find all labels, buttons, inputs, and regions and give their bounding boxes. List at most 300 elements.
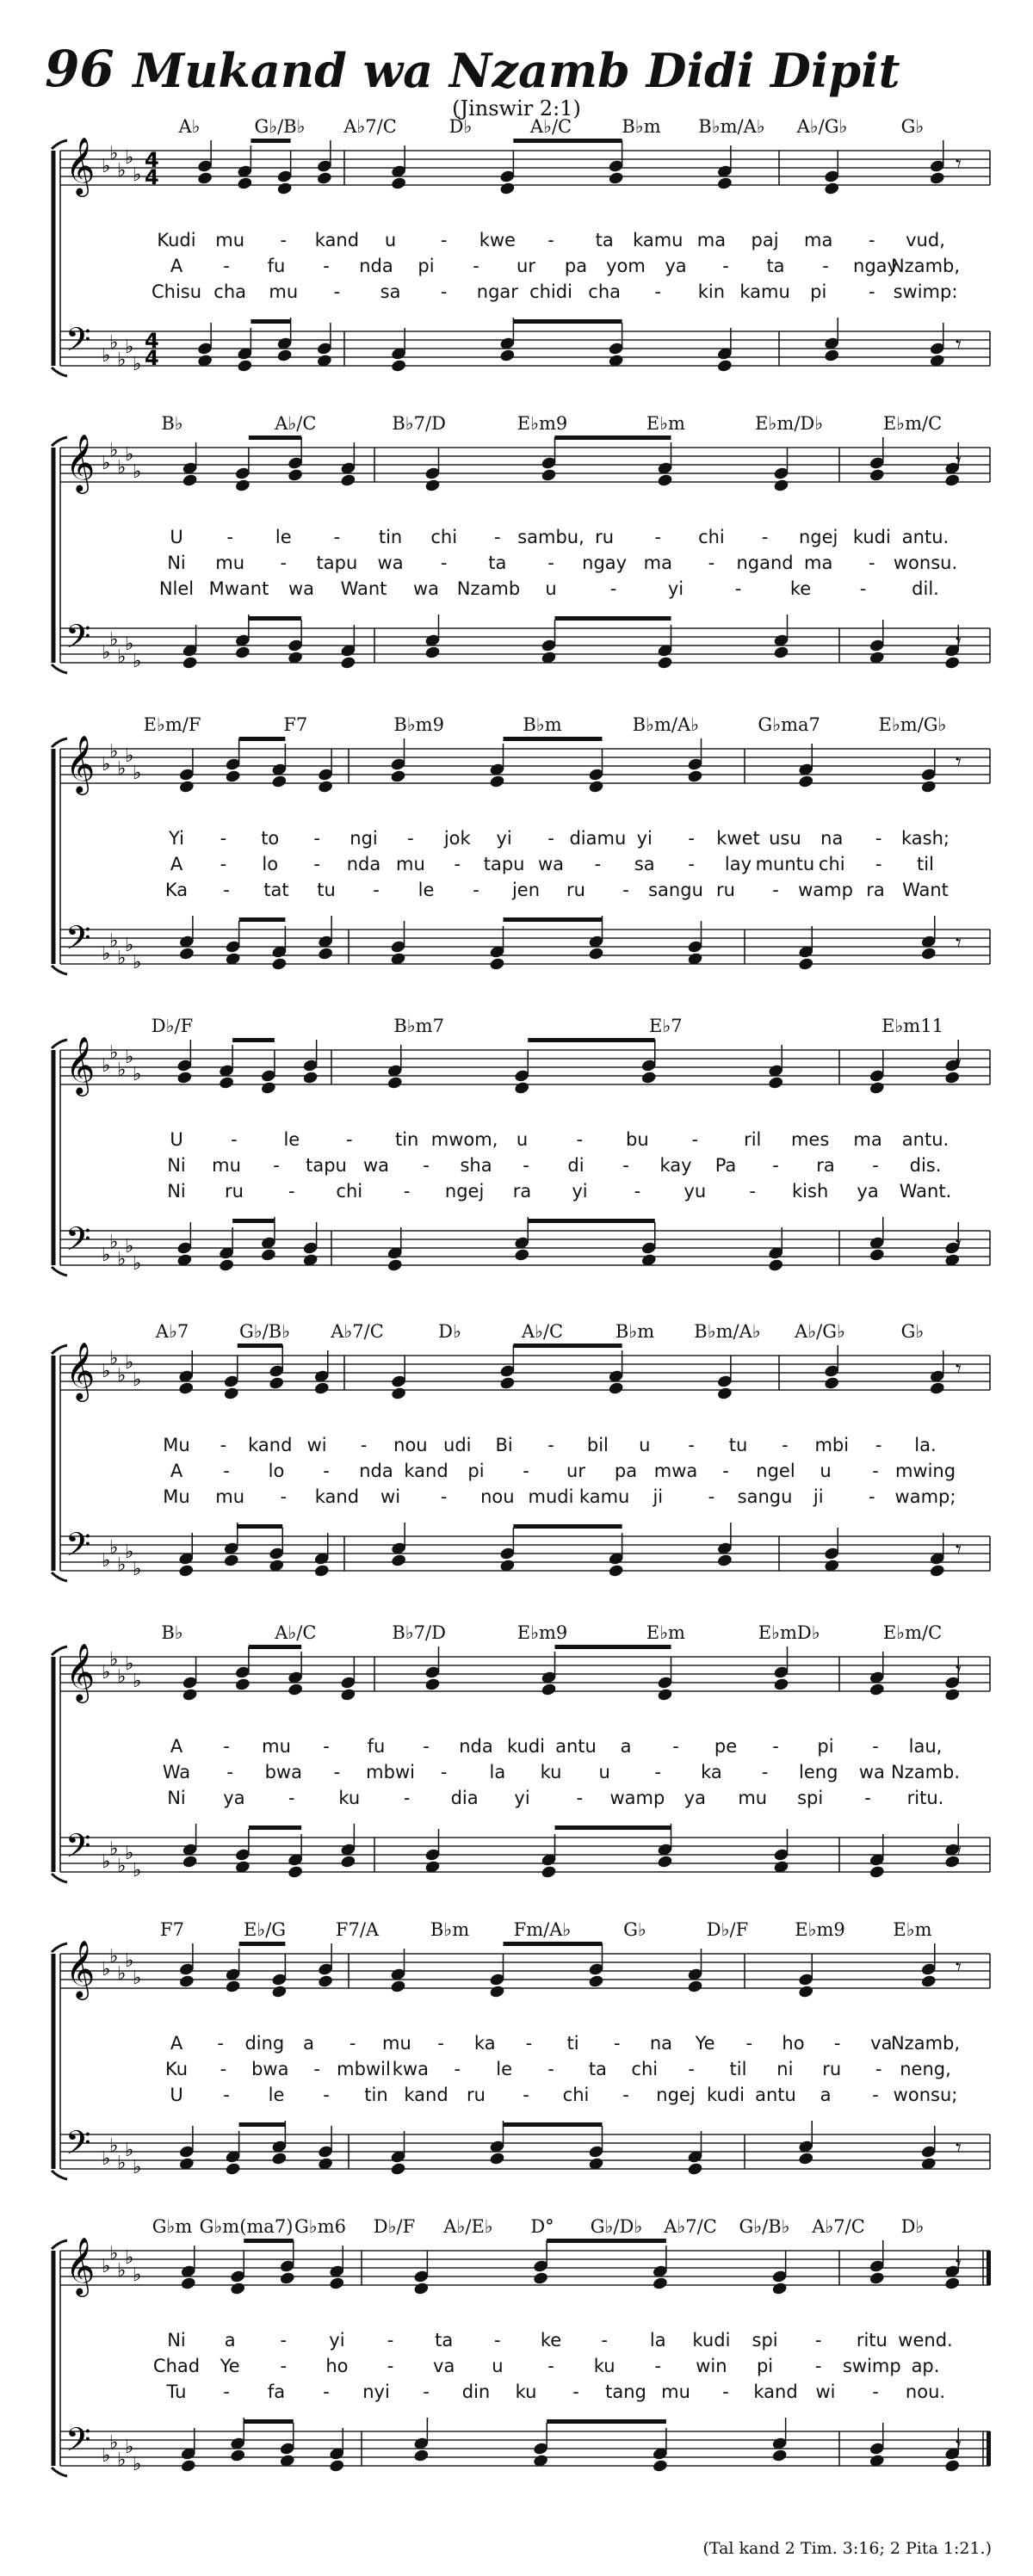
lyric-syllable: neng,	[900, 2059, 951, 2079]
lyric-syllable: dil.	[912, 578, 939, 599]
lyric-syllable: -	[440, 230, 448, 250]
lyric-syllable: -	[572, 2381, 579, 2402]
lyric-syllable: chi	[698, 527, 725, 547]
lyric-syllable: u	[820, 1461, 832, 1481]
flat-icon: ♭	[125, 633, 134, 655]
music-system-8	[0, 2216, 1033, 2509]
flat-icon: ♭	[102, 156, 111, 177]
lyric-syllable: ma	[696, 230, 727, 250]
chord-symbol: G♭m	[152, 2216, 193, 2237]
lyric-syllable: -	[872, 2381, 879, 2402]
lyric-syllable: kand	[404, 1461, 448, 1481]
eighth-rest-icon: 𝄾	[956, 1838, 962, 1864]
lyric-syllable: Ni	[167, 2330, 186, 2351]
lyric-syllable: din	[461, 2381, 491, 2402]
music-system-7	[0, 1919, 1033, 2212]
lyric-syllable: tat	[263, 880, 289, 900]
time-signature: 4	[145, 329, 159, 353]
lyric-syllable: Mu	[163, 1486, 190, 1507]
lyric-syllable: pe	[714, 1736, 738, 1757]
chord-symbol: Fm/A♭	[513, 1919, 572, 1940]
lyric-syllable: wi	[380, 1486, 401, 1507]
flat-icon: ♭	[125, 2247, 134, 2269]
lyric-syllable: -	[708, 553, 715, 573]
lyric-syllable: ril	[744, 1129, 762, 1150]
treble-staff	[60, 749, 990, 783]
flat-icon: ♭	[117, 160, 127, 182]
eighth-rest-icon: 𝄾	[956, 930, 962, 956]
treble-clef-icon: 𝄞	[65, 1642, 96, 1701]
lyric-syllable: kand	[248, 1435, 293, 1455]
music-system-1	[0, 116, 1033, 409]
staff-drawing	[0, 413, 1033, 706]
eighth-rest-icon: 𝄾	[956, 629, 962, 655]
treble-staff	[60, 1657, 990, 1691]
eighth-rest-icon: 𝄾	[956, 151, 962, 177]
chord-symbol: A♭7/C	[343, 116, 397, 137]
lyric-syllable: kay	[659, 1155, 692, 1176]
lyric-syllable: ra	[866, 880, 885, 900]
lyric-syllable: chi	[631, 2059, 659, 2079]
flat-icon: ♭	[125, 1352, 134, 1374]
lyric-syllable: la.	[914, 1435, 937, 1455]
lyric-syllable: chi	[430, 527, 458, 547]
flat-icon: ♭	[133, 1064, 142, 1085]
lyric-syllable: mu	[212, 1155, 241, 1176]
chord-symbol: E♭m	[646, 1622, 685, 1643]
lyric-syllable: lay	[724, 854, 752, 874]
lyric-syllable: di	[567, 1155, 585, 1176]
flat-icon: ♭	[109, 1946, 119, 1968]
chord-symbol: E♭m/F	[143, 714, 201, 735]
chord-symbol: E♭m9	[516, 1622, 568, 1643]
chord-symbol: D♭/F	[373, 2216, 416, 2237]
chord-symbol: E♭m/C	[882, 1622, 943, 1643]
chord-symbol: A♭	[178, 116, 201, 137]
treble-clef-icon: 𝄞	[65, 2236, 96, 2295]
lyric-syllable: -	[691, 1129, 699, 1150]
flat-icon: ♭	[133, 1559, 142, 1580]
music-system-6	[0, 1622, 1033, 1915]
lyric-syllable: ding	[244, 2033, 285, 2054]
flat-icon: ♭	[117, 646, 127, 668]
flat-icon: ♭	[117, 1666, 127, 1688]
lyric-syllable: ngej	[799, 527, 838, 547]
lyric-syllable: cha	[588, 281, 622, 302]
flat-icon: ♭	[102, 2445, 111, 2467]
lyric-syllable: Ye	[695, 2033, 715, 2054]
lyric-syllable: na	[649, 2033, 673, 2054]
lyric-syllable: kand	[753, 2381, 798, 2402]
lyric-syllable: ru	[822, 2059, 842, 2079]
lyric-syllable: -	[594, 854, 602, 874]
flat-icon: ♭	[117, 1963, 127, 1985]
lyric-syllable: nou	[480, 1486, 515, 1507]
lyric-syllable: Ka	[164, 880, 189, 900]
lyric-syllable: yu	[684, 1181, 707, 1202]
lyric-syllable: vud,	[906, 230, 945, 250]
lyric-syllable: chi	[336, 1181, 363, 1202]
lyric-syllable: ka	[473, 2033, 496, 2054]
flat-icon: ♭	[109, 2243, 119, 2264]
lyric-syllable: -	[223, 880, 230, 900]
flat-icon: ♭	[102, 642, 111, 664]
lyric-syllable: na	[820, 828, 844, 849]
lyric-syllable: wonsu;	[893, 2085, 958, 2105]
lyric-syllable: kudi	[707, 2085, 745, 2105]
treble-clef-icon: 𝄞	[65, 1341, 96, 1399]
lyric-syllable: -	[360, 1435, 368, 1455]
lyric-syllable: -	[869, 281, 875, 302]
lyric-syllable: yi	[667, 578, 684, 599]
flat-icon: ♭	[133, 1253, 142, 1275]
flat-icon: ♭	[133, 1968, 142, 1989]
flat-icon: ♭	[109, 629, 119, 651]
lyric-syllable: wa	[362, 1155, 390, 1176]
lyric-syllable: -	[722, 256, 729, 276]
lyric-syllable: muntu	[755, 854, 815, 874]
lyric-syllable: -	[523, 2085, 529, 2105]
lyric-syllable: wend.	[898, 2330, 953, 2351]
lyric-syllable: u	[516, 1129, 529, 1150]
bass-staff	[60, 930, 990, 964]
lyric-syllable: pi	[810, 281, 827, 302]
flat-icon: ♭	[133, 2454, 142, 2475]
lyric-syllable: -	[220, 2059, 227, 2079]
lyric-syllable: Ni	[167, 553, 186, 573]
music-system-5	[0, 1321, 1033, 1614]
chord-symbol: G♭ma7	[758, 714, 820, 735]
lyric-syllable: le	[268, 2085, 285, 2105]
lyric-syllable: -	[688, 828, 695, 849]
flat-icon: ♭	[125, 1843, 134, 1864]
lyric-syllable: Chisu	[151, 281, 202, 302]
lyric-syllable: -	[822, 256, 829, 276]
chord-symbol: B♭m7	[393, 1016, 444, 1036]
lyric-syllable: nyi	[362, 2381, 390, 2402]
lyric-syllable: spi	[752, 2330, 778, 2351]
lyric-syllable: dia	[450, 1788, 479, 1808]
chord-symbol: A♭7	[155, 1321, 189, 1342]
flat-icon: ♭	[102, 943, 111, 965]
lyric-syllable: yi	[572, 1181, 588, 1202]
eighth-rest-icon: 𝄾	[956, 2135, 962, 2161]
lyric-syllable: kamu	[578, 1486, 630, 1507]
chord-symbol: G♭/B♭	[739, 2216, 790, 2237]
lyric-syllable: -	[761, 527, 769, 547]
lyric-syllable: la	[489, 1762, 506, 1782]
lyric-syllable: Wa	[162, 1762, 191, 1782]
lyric-syllable: -	[613, 2033, 621, 2054]
flat-icon: ♭	[133, 1369, 142, 1391]
eighth-rest-icon: 𝄾	[956, 2252, 962, 2277]
lyric-syllable: -	[622, 1155, 629, 1176]
flat-icon: ♭	[102, 1851, 111, 1873]
lyric-syllable: ku	[515, 2381, 537, 2402]
lyric-syllable: pi	[817, 1736, 834, 1757]
lyric-syllable: a	[303, 2033, 314, 2054]
chord-symbol: E♭m11	[881, 1016, 943, 1036]
chord-symbol: D♭/F	[706, 1919, 749, 1940]
lyric-syllable: kand	[314, 230, 360, 250]
flat-icon: ♭	[117, 1059, 127, 1081]
flat-icon: ♭	[133, 952, 142, 973]
lyric-syllable: kwa	[392, 2059, 429, 2079]
lyric-syllable: -	[523, 1461, 529, 1481]
lyric-syllable: sa	[380, 281, 401, 302]
bass-staff	[60, 1838, 990, 1872]
lyric-syllable: mwom,	[430, 1129, 498, 1150]
chord-symbol: G♭	[900, 116, 925, 137]
lyric-syllable: A	[170, 1461, 183, 1481]
lyric-syllable: -	[864, 1788, 871, 1808]
lyric-syllable: -	[333, 1762, 341, 1782]
lyric-syllable: -	[423, 2381, 430, 2402]
lyric-syllable: -	[654, 281, 662, 302]
lyric-syllable: Nzamb	[456, 578, 521, 599]
lyric-syllable: antu.	[901, 1129, 949, 1150]
lyric-syllable: -	[547, 230, 554, 250]
treble-clef-icon: 𝄞	[65, 734, 96, 793]
lyric-syllable: mwing	[894, 1461, 956, 1481]
lyric-syllable: -	[280, 553, 288, 573]
chord-symbol: B♭m/A♭	[698, 116, 765, 137]
lyric-syllable: kash;	[901, 828, 949, 849]
lyric-syllable: nda	[359, 256, 393, 276]
lyric-syllable: -	[814, 2356, 822, 2376]
lyric-syllable: yi	[514, 1788, 530, 1808]
lyric-syllable: -	[220, 1435, 227, 1455]
lyric-syllable: Kudi	[157, 230, 196, 250]
lyric-syllable: tapu	[306, 1155, 347, 1176]
lyric-syllable: ur	[566, 1461, 585, 1481]
time-signature: 4	[145, 165, 159, 189]
lyric-syllable: pa	[564, 256, 588, 276]
chord-symbol: A♭/C	[275, 1622, 317, 1643]
lyric-syllable: nou	[393, 1435, 428, 1455]
chord-symbol: A♭/C	[275, 413, 317, 434]
lyric-syllable: ritu.	[906, 1788, 944, 1808]
eighth-rest-icon: 𝄾	[956, 750, 962, 775]
flat-icon: ♭	[117, 2153, 127, 2174]
lyric-syllable: fu	[367, 1736, 386, 1757]
lyric-syllable: kand	[404, 2085, 448, 2105]
chord-symbol: E♭7	[649, 1016, 683, 1036]
lyric-syllable: -	[833, 2033, 841, 2054]
lyric-syllable: yom	[606, 256, 646, 276]
lyric-syllable: bwa	[264, 1762, 302, 1782]
lyric-syllable: Want.	[899, 1181, 952, 1202]
lyric-syllable: leng	[799, 1762, 838, 1782]
flat-icon: ♭	[133, 164, 142, 186]
lyric-syllable: til	[729, 2059, 747, 2079]
lyric-syllable: ya	[857, 1181, 879, 1202]
treble-clef-icon: 𝄞	[65, 433, 96, 491]
lyric-syllable: ya	[684, 1788, 706, 1808]
lyric-syllable: ka	[701, 1762, 722, 1782]
lyric-syllable: mu	[215, 1486, 245, 1507]
eighth-rest-icon: 𝄾	[956, 1356, 962, 1382]
lyric-syllable: nda	[346, 854, 381, 874]
lyric-syllable: mu	[395, 854, 425, 874]
lyric-syllable: A	[170, 256, 183, 276]
lyric-syllable: -	[869, 230, 875, 250]
lyric-syllable: -	[440, 1762, 448, 1782]
chord-symbol: A♭/C	[529, 116, 572, 137]
lyric-syllable: Yi	[169, 828, 184, 849]
music-system-3	[0, 714, 1033, 1007]
lyric-syllable: antu	[555, 1736, 597, 1757]
lyric-syllable: tang	[605, 2381, 646, 2402]
lyric-syllable: -	[772, 1736, 779, 1757]
lyric-syllable: ru	[224, 1181, 244, 1202]
lyric-syllable: bwa	[251, 2059, 289, 2079]
lyric-syllable: -	[872, 1461, 879, 1481]
lyric-syllable: -	[313, 854, 320, 874]
lyric-syllable: -	[313, 828, 320, 849]
lyric-syllable: -	[869, 553, 875, 573]
bass-clef-icon: 𝄢	[65, 617, 91, 664]
lyric-syllable: ngar	[476, 281, 518, 302]
chord-symbol: D♭	[900, 2216, 925, 2237]
flat-icon: ♭	[102, 453, 111, 474]
chord-symbol: E♭mD♭	[758, 1622, 820, 1643]
treble-staff	[60, 448, 990, 482]
lyric-syllable: -	[231, 1129, 238, 1150]
treble-clef-icon: 𝄞	[65, 136, 96, 195]
lyric-syllable: Want	[902, 880, 949, 900]
lyric-syllable: udi	[443, 1435, 472, 1455]
lyric-syllable: swimp	[842, 2356, 901, 2376]
chord-symbol: F7	[283, 714, 308, 735]
lyric-syllable: a	[224, 2330, 236, 2351]
flat-icon: ♭	[102, 1245, 111, 1266]
flat-icon: ♭	[133, 651, 142, 672]
lyric-syllable: Mu	[163, 1435, 190, 1455]
lyric-syllable: -	[576, 1788, 584, 1808]
lyric-syllable: wi	[815, 2381, 836, 2402]
chord-symbol: A♭7/C	[331, 1321, 384, 1342]
lyric-syllable: -	[688, 2059, 695, 2079]
lyric-syllable: -	[313, 2059, 320, 2079]
lyric-syllable: le	[283, 1129, 300, 1150]
lyric-syllable: -	[220, 828, 227, 849]
lyric-syllable: yi	[329, 2330, 345, 2351]
lyric-syllable: -	[220, 854, 227, 874]
lyric-syllable: mbwil	[337, 2059, 391, 2079]
flat-icon: ♭	[102, 1959, 111, 1980]
flat-icon: ♭	[102, 2148, 111, 2170]
flat-icon: ♭	[133, 461, 142, 483]
flat-icon: ♭	[102, 1662, 111, 1683]
lyric-syllable: ngel	[756, 1461, 795, 1481]
lyric-syllable: -	[223, 1461, 230, 1481]
lyric-syllable: -	[869, 1486, 875, 1507]
lyric-syllable: Ni	[167, 1155, 186, 1176]
flat-icon: ♭	[117, 948, 127, 969]
lyric-syllable: spi	[797, 1788, 824, 1808]
lyric-syllable: -	[437, 2033, 444, 2054]
lyric-syllable: mu	[381, 2033, 411, 2054]
lyric-syllable: -	[349, 2033, 356, 2054]
lyric-syllable: bil	[586, 1435, 609, 1455]
lyric-syllable: -	[494, 527, 501, 547]
lyric-syllable: le	[275, 527, 292, 547]
lyric-syllable: -	[872, 1155, 879, 1176]
lyric-syllable: kin	[697, 281, 726, 302]
lyric-syllable: mu	[215, 553, 245, 573]
lyric-syllable: yi	[496, 828, 512, 849]
lyric-syllable: tu	[728, 1435, 748, 1455]
flat-icon: ♭	[125, 1950, 134, 1972]
lyric-syllable: A	[170, 2033, 183, 2054]
lyric-syllable: -	[333, 527, 341, 547]
lyric-syllable: antu.	[901, 527, 949, 547]
flat-icon: ♭	[117, 1554, 127, 1576]
lyric-syllable: ra	[512, 1181, 532, 1202]
footnote: (Tal kand 2 Tim. 3:16; 2 Pita 1:21.)	[702, 2539, 992, 2558]
hymn-subtitle: (Jinswir 2:1)	[452, 96, 581, 120]
lyric-syllable: kudi	[852, 527, 891, 547]
lyric-syllable: jen	[511, 880, 541, 900]
lyric-syllable: -	[872, 1736, 879, 1757]
chord-symbol: G♭/B♭	[254, 116, 306, 137]
lyric-syllable: -	[473, 256, 479, 276]
flat-icon: ♭	[102, 345, 111, 367]
lyric-syllable: -	[387, 2356, 394, 2376]
lyric-syllable: -	[223, 256, 230, 276]
flat-icon: ♭	[109, 1348, 119, 1369]
chord-symbol: G♭	[623, 1919, 646, 1940]
lyric-syllable: wa	[858, 1762, 885, 1782]
lyric-syllable: kwe	[479, 230, 516, 250]
lyric-syllable: -	[601, 2330, 608, 2351]
lyric-syllable: mu	[269, 281, 299, 302]
bass-staff	[60, 1231, 990, 1265]
chord-symbol: E♭m9	[795, 1919, 845, 1940]
hymn-title: Mukand wa Nzamb Didi Dipit	[133, 43, 900, 98]
lyric-syllable: ngej	[656, 2085, 696, 2105]
eighth-rest-icon: 𝄾	[956, 1537, 962, 1563]
chord-symbol: A♭7/C	[664, 2216, 717, 2237]
treble-clef-icon: 𝄞	[65, 1939, 96, 1998]
lyric-syllable: Ye	[220, 2356, 240, 2376]
lyric-syllable: wonsu.	[893, 553, 958, 573]
lyric-syllable: usu	[769, 828, 801, 849]
chord-symbol: B♭7/D	[392, 1622, 446, 1643]
lyric-syllable: til	[917, 854, 934, 874]
lyric-syllable: tu	[317, 880, 336, 900]
flat-icon: ♭	[117, 457, 127, 479]
lyric-syllable: ngay	[582, 553, 628, 573]
lyric-syllable: -	[622, 2085, 629, 2105]
eighth-rest-icon: 𝄾	[956, 1051, 962, 1077]
lyric-syllable: -	[782, 1435, 789, 1455]
lyric-syllable: -	[223, 1736, 230, 1757]
lyric-syllable: tapu	[483, 854, 525, 874]
eighth-rest-icon: 𝄾	[956, 2432, 962, 2458]
lyric-syllable: -	[423, 1155, 430, 1176]
lyric-syllable: ta	[435, 2330, 454, 2351]
lyric-syllable: -	[761, 1762, 769, 1782]
lyric-syllable: ti	[566, 2033, 579, 2054]
lyric-syllable: -	[722, 2381, 729, 2402]
lyric-syllable: Want	[340, 578, 387, 599]
lyric-syllable: ji	[813, 1486, 824, 1507]
lyric-syllable: ur	[516, 256, 535, 276]
flat-icon: ♭	[125, 2140, 134, 2161]
chord-symbol: A♭7/C	[812, 2216, 865, 2237]
